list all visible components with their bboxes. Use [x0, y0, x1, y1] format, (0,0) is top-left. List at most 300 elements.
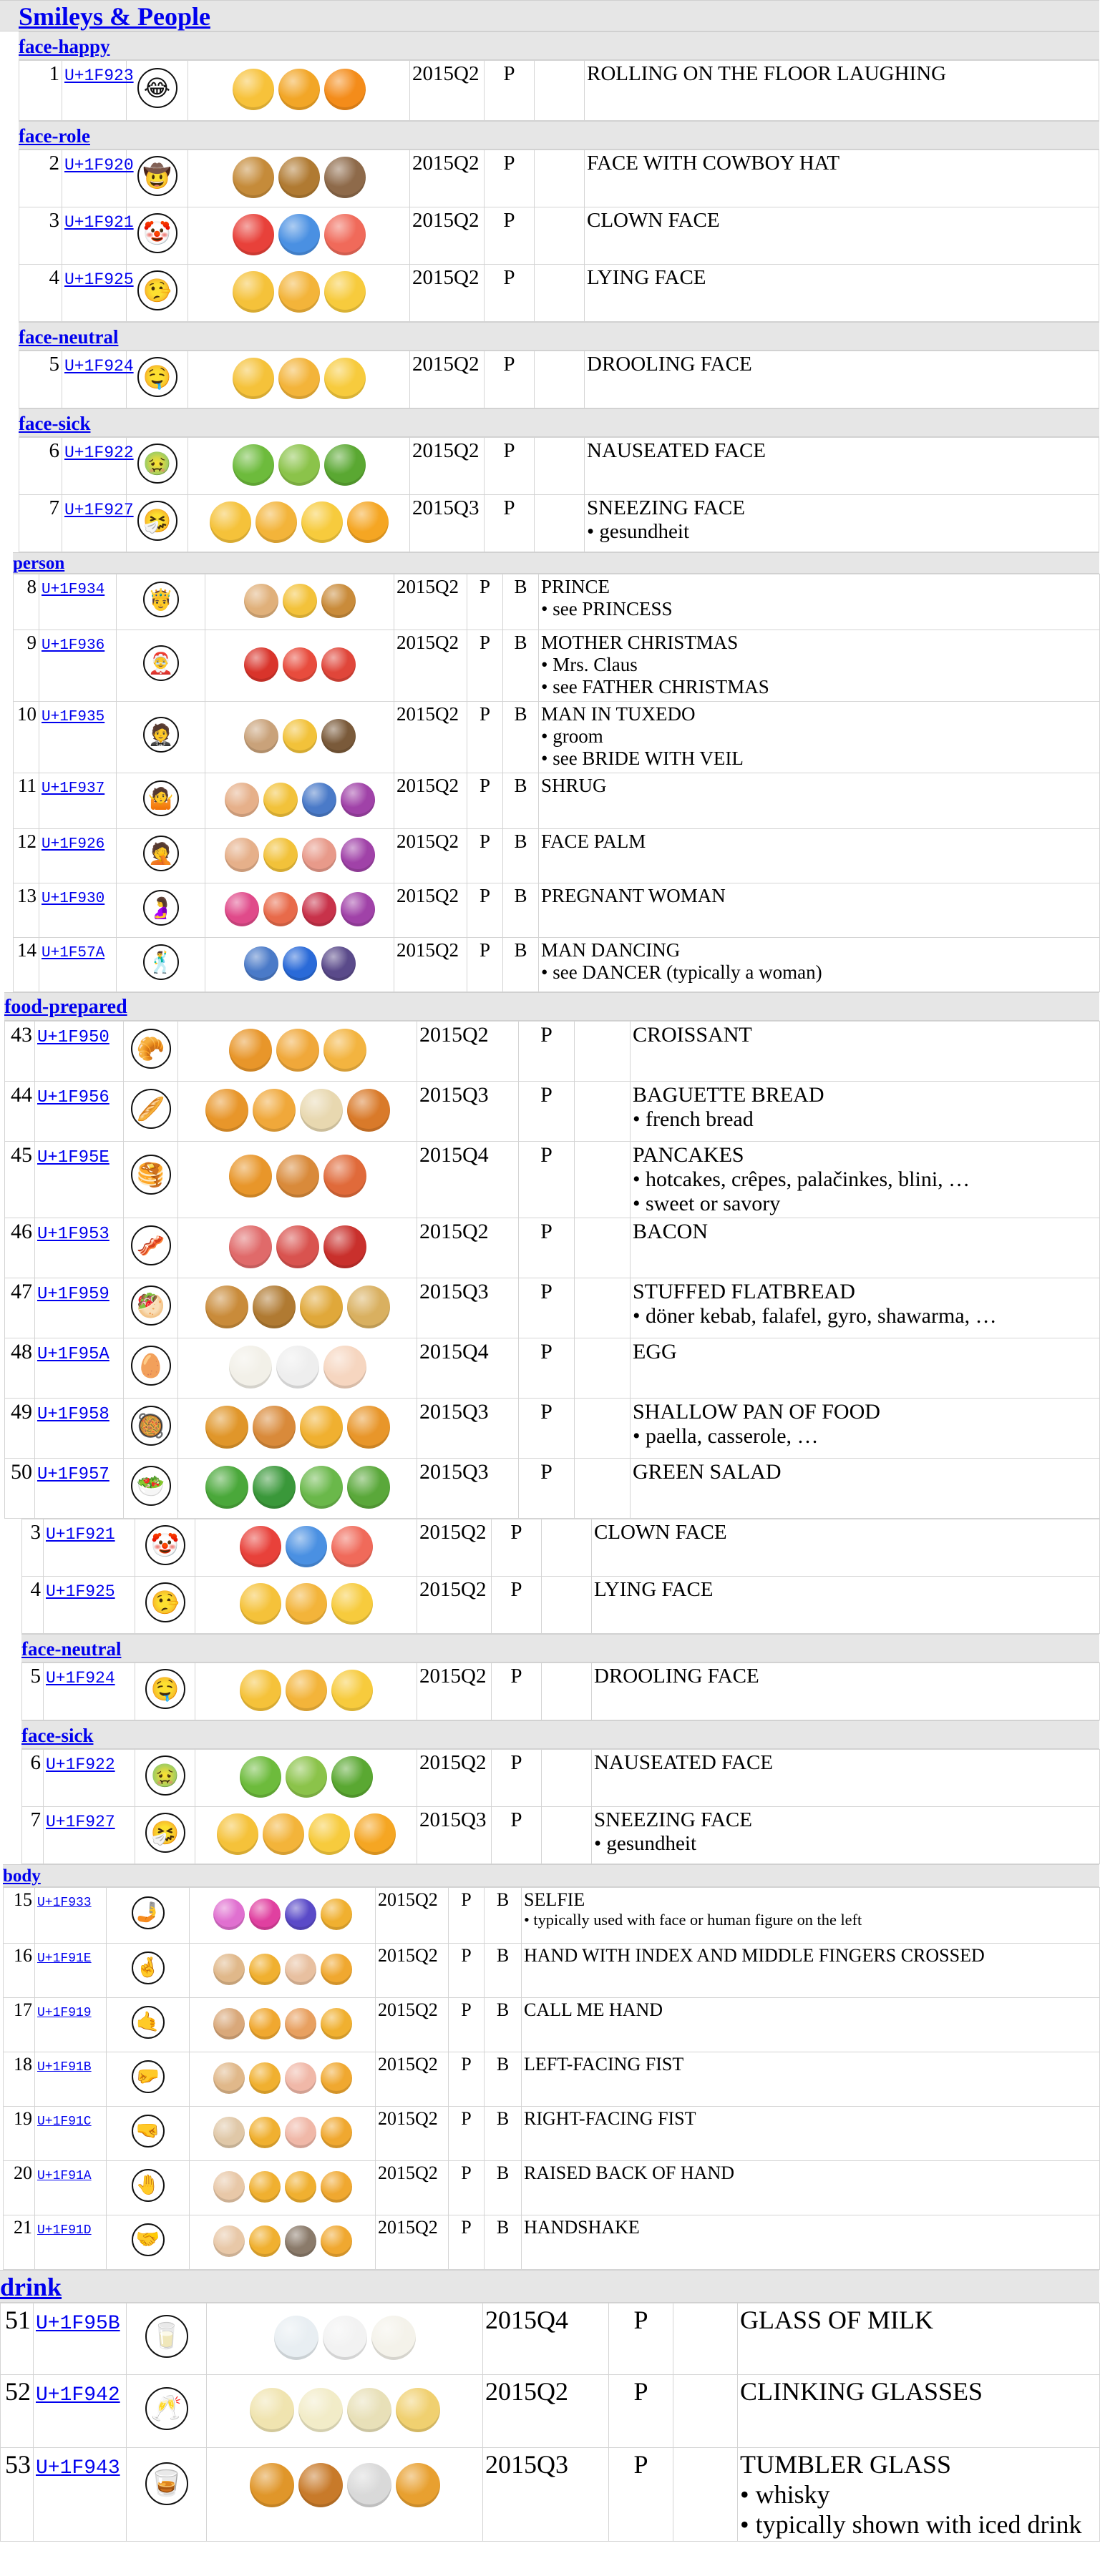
code-point-link[interactable]: U+1F91D	[37, 2223, 92, 2238]
name-cell	[585, 61, 1099, 121]
outline-emoji-icon: 🥗	[131, 1466, 171, 1506]
b-flag-cell: B	[503, 883, 539, 938]
name-cell	[585, 207, 1099, 265]
vendor-images-cell	[190, 2161, 376, 2215]
subcategory-header	[3, 1864, 1099, 1887]
name-cell	[592, 1577, 1100, 1634]
p-flag-cell: P	[519, 1278, 575, 1338]
name-cell	[539, 574, 1100, 630]
year-cell: 2015Q2	[376, 1944, 449, 1998]
subcategory-header	[21, 1634, 1099, 1662]
outline-emoji-icon: 🤦	[143, 836, 179, 871]
code-point-link[interactable]: U+1F924	[46, 1669, 115, 1688]
name-cell	[539, 773, 1100, 829]
year-cell: 2015Q2	[417, 1519, 492, 1577]
bw-glyph-cell	[127, 150, 188, 207]
code-point-link[interactable]: U+1F933	[37, 1896, 92, 1910]
p-flag-cell: P	[492, 1577, 542, 1634]
table-row	[4, 2161, 1100, 2215]
code-cell	[39, 883, 117, 938]
vendor-images-cell	[205, 630, 394, 702]
bw-glyph-cell	[124, 1338, 178, 1399]
vendor-images-cell	[178, 1082, 417, 1142]
outline-emoji-icon: 🥘	[131, 1406, 171, 1446]
vendor-images-cell	[195, 1577, 417, 1634]
row-number: 21	[4, 2215, 35, 2270]
table-row	[5, 1142, 1100, 1218]
outline-emoji-icon: 🤞	[132, 1951, 165, 1984]
vendor-emoji-icon	[283, 719, 317, 753]
vendor-emoji-icon	[253, 1285, 296, 1328]
outline-emoji-icon: 🤢	[137, 444, 177, 484]
vendor-images-cell	[205, 883, 394, 938]
name-cell	[539, 702, 1100, 773]
subcategory-link-face-sick[interactable]: face-sick	[19, 413, 91, 434]
code-point-link[interactable]: U+1F926	[42, 836, 105, 853]
b-flag-cell: B	[503, 702, 539, 773]
bw-glyph-cell	[135, 1577, 195, 1634]
b-flag-cell	[535, 495, 585, 552]
year-cell: 2015Q2	[417, 1663, 492, 1720]
table-row	[19, 61, 1099, 121]
bw-glyph-cell	[124, 1218, 178, 1278]
vendor-images-cell	[190, 2215, 376, 2270]
vendor-emoji-icon	[233, 358, 274, 399]
code-point-link[interactable]: U+1F958	[37, 1405, 109, 1424]
table-row	[19, 150, 1099, 207]
vendor-emoji-icon	[249, 2171, 281, 2203]
table-row	[19, 207, 1099, 265]
subcategory-link-face-sick[interactable]: face-sick	[21, 1725, 94, 1746]
category-link[interactable]: Smileys & People	[19, 2, 210, 31]
outline-emoji-icon: 🤡	[145, 1525, 185, 1565]
bw-glyph-cell	[127, 2448, 207, 2542]
vendor-images-cell	[207, 2375, 483, 2448]
outline-emoji-icon: 🤥	[145, 1582, 185, 1622]
year-cell: 2015Q3	[410, 495, 485, 552]
vendor-images-cell	[178, 1278, 417, 1338]
bw-glyph-cell	[124, 1399, 178, 1459]
vendor-emoji-icon	[286, 1526, 327, 1567]
vendor-emoji-icon	[213, 2225, 245, 2257]
year-cell: 2015Q2	[394, 938, 467, 992]
outline-emoji-icon: 🤝	[132, 2223, 165, 2256]
subcategory-link-face-neutral[interactable]: face-neutral	[21, 1638, 122, 1660]
code-point-link[interactable]: U+1F91B	[37, 2060, 92, 2075]
code-point-link[interactable]: U+1F936	[42, 637, 105, 654]
vendor-emoji-icon	[240, 1670, 281, 1711]
code-point-link[interactable]: U+1F922	[64, 444, 134, 462]
code-point-link[interactable]: U+1F942	[36, 2384, 120, 2406]
code-point-link[interactable]: U+1F923	[64, 67, 134, 85]
year-cell: 2015Q2	[394, 883, 467, 938]
vendor-emoji-icon	[331, 1526, 373, 1567]
code-point-link[interactable]: U+1F957	[37, 1465, 109, 1484]
p-flag-cell: P	[467, 574, 503, 630]
code-point-link[interactable]: U+1F919	[37, 2006, 92, 2020]
year-cell: 2015Q2	[394, 773, 467, 829]
name-cell	[631, 1142, 1100, 1218]
p-flag-cell: P	[485, 61, 535, 121]
vendor-emoji-icon	[278, 157, 320, 198]
outline-emoji-icon: 🥖	[131, 1089, 171, 1129]
vendor-emoji-icon	[253, 1466, 296, 1509]
code-point-link[interactable]: U+1F959	[37, 1285, 109, 1304]
emoji-table	[4, 1021, 1100, 1519]
year-cell: 2015Q2	[394, 574, 467, 630]
vendor-emoji-icon	[341, 892, 375, 926]
name-cell	[738, 2375, 1100, 2448]
vendor-emoji-icon	[213, 2008, 245, 2039]
name-cell	[522, 1998, 1100, 2052]
category-link[interactable]: drink	[0, 2273, 62, 2301]
code-point-link[interactable]: U+1F925	[64, 270, 134, 289]
emoji-name: STUFFED FLATBREAD	[633, 1280, 855, 1303]
outline-emoji-icon: 🥂	[145, 2387, 188, 2430]
name-cell	[631, 1218, 1100, 1278]
table-row	[1, 2448, 1100, 2542]
code-cell	[35, 2052, 107, 2107]
subcategory-header	[19, 322, 1099, 351]
emoji-name: HAND WITH INDEX AND MIDDLE FINGERS CROSSED	[524, 1945, 985, 1966]
subcategory-header	[19, 31, 1099, 60]
row-number: 43	[5, 1022, 35, 1082]
bw-glyph-cell	[107, 1888, 190, 1944]
vendor-images-cell	[190, 1944, 376, 1998]
b-flag-cell	[673, 2375, 738, 2448]
vendor-emoji-icon	[324, 157, 366, 198]
vendor-emoji-icon	[347, 2388, 391, 2432]
outline-emoji-icon: 🤥	[137, 270, 177, 310]
vendor-emoji-icon	[263, 892, 298, 926]
emoji-name: SNEEZING FACE	[587, 496, 745, 519]
vendor-emoji-icon	[233, 444, 274, 486]
subcategory-link-face-neutral[interactable]: face-neutral	[19, 326, 119, 348]
b-flag-cell	[673, 2303, 738, 2375]
annotation-note: • hotcakes, crêpes, palačinkes, blini, …	[633, 1167, 970, 1191]
code-point-link[interactable]: U+1F95B	[36, 2313, 120, 2335]
emoji-name: DROOLING FACE	[594, 1665, 759, 1688]
p-flag-cell: P	[492, 1519, 542, 1577]
code-point-link[interactable]: U+1F921	[46, 1525, 115, 1544]
vendor-emoji-icon	[213, 1954, 245, 1985]
name-cell	[738, 2303, 1100, 2375]
year-cell: 2015Q2	[376, 2107, 449, 2161]
p-flag-cell: P	[449, 1944, 485, 1998]
vendor-emoji-icon	[213, 2171, 245, 2203]
emoji-name: HANDSHAKE	[524, 2217, 640, 2238]
emoji-name: ROLLING ON THE FLOOR LAUGHING	[587, 62, 947, 85]
code-point-link[interactable]: U+1F953	[37, 1225, 109, 1244]
vendor-emoji-icon	[276, 1225, 319, 1268]
vendor-emoji-icon	[249, 2225, 281, 2257]
outline-emoji-icon: 🤜	[132, 2115, 165, 2148]
outline-emoji-icon: 🤧	[145, 1813, 185, 1853]
vendor-images-cell	[190, 2052, 376, 2107]
row-number: 3	[19, 207, 62, 265]
bw-glyph-cell	[127, 351, 188, 408]
code-point-link[interactable]: U+1F91E	[37, 1951, 92, 1966]
vendor-emoji-icon	[285, 1899, 316, 1930]
vendor-emoji-icon	[263, 838, 298, 872]
subcategory-link-food-prepared[interactable]: food-prepared	[4, 996, 127, 1018]
name-cell	[631, 1399, 1100, 1459]
code-point-link[interactable]: U+1F921	[64, 213, 134, 232]
code-cell	[62, 265, 134, 322]
name-cell	[585, 150, 1099, 207]
name-cell	[592, 1750, 1100, 1807]
code-cell	[44, 1519, 135, 1577]
code-point-link[interactable]: U+1F920	[64, 156, 134, 175]
vendor-emoji-icon	[276, 1029, 319, 1072]
code-point-link[interactable]: U+1F943	[36, 2457, 120, 2479]
b-flag-cell: B	[503, 938, 539, 992]
vendor-emoji-icon	[321, 719, 356, 753]
code-point-link[interactable]: U+1F927	[64, 501, 134, 519]
vendor-emoji-icon	[250, 2388, 294, 2432]
vendor-emoji-icon	[341, 838, 375, 872]
code-point-link[interactable]: U+1F922	[46, 1755, 115, 1774]
vendor-emoji-icon	[321, 2225, 352, 2257]
vendor-emoji-icon	[278, 358, 320, 399]
vendor-emoji-icon	[205, 1466, 248, 1509]
vendor-emoji-icon	[321, 2171, 352, 2203]
vendor-emoji-icon	[276, 1346, 319, 1389]
row-number: 1	[19, 61, 62, 121]
bw-glyph-cell	[117, 829, 205, 883]
name-cell	[539, 829, 1100, 883]
annotation-note: • groom	[541, 725, 603, 747]
vendor-emoji-icon	[213, 2117, 245, 2148]
name-cell	[522, 1888, 1100, 1944]
b-flag-cell	[575, 1278, 631, 1338]
vendor-emoji-icon	[278, 214, 320, 255]
code-cell	[62, 150, 134, 207]
p-flag-cell: P	[485, 265, 535, 322]
emoji-name: FACE PALM	[541, 831, 646, 852]
vendor-emoji-icon	[347, 2463, 391, 2507]
vendor-emoji-icon	[250, 2463, 294, 2507]
emoji-name: PANCAKES	[633, 1143, 744, 1167]
emoji-name: GREEN SALAD	[633, 1460, 782, 1484]
table-row	[5, 1082, 1100, 1142]
bw-glyph-cell	[107, 2052, 190, 2107]
emoji-name: CLOWN FACE	[587, 209, 720, 232]
vendor-emoji-icon	[249, 2062, 281, 2094]
vendor-emoji-icon	[285, 2171, 316, 2203]
row-number: 12	[14, 829, 39, 883]
year-cell: 2015Q2	[410, 438, 485, 495]
table-row	[14, 829, 1100, 883]
emoji-name: LEFT-FACING FIST	[524, 2054, 684, 2075]
vendor-emoji-icon	[324, 358, 366, 399]
bw-glyph-cell	[107, 2161, 190, 2215]
emoji-name: CLINKING GLASSES	[740, 2377, 983, 2406]
p-flag-cell: P	[519, 1399, 575, 1459]
row-number: 7	[22, 1807, 44, 1864]
table-row	[1, 2303, 1100, 2375]
section-sec5	[3, 1864, 1099, 2270]
bw-glyph-cell	[117, 938, 205, 992]
p-flag-cell: P	[485, 351, 535, 408]
b-flag-cell	[542, 1663, 592, 1720]
year-cell: 2015Q2	[394, 702, 467, 773]
vendor-emoji-icon	[331, 1756, 373, 1798]
vendor-emoji-icon	[244, 584, 278, 618]
bw-glyph-cell	[124, 1142, 178, 1218]
vendor-emoji-icon	[286, 1583, 327, 1625]
p-flag-cell: P	[467, 702, 503, 773]
table-row	[19, 438, 1099, 495]
outline-emoji-icon: 🤴	[143, 582, 179, 617]
table-row	[4, 2215, 1100, 2270]
vendor-emoji-icon	[298, 2463, 343, 2507]
vendor-images-cell	[195, 1663, 417, 1720]
subcategory-link-face-role[interactable]: face-role	[19, 125, 90, 147]
vendor-emoji-icon	[331, 1583, 373, 1625]
emoji-name: RAISED BACK OF HAND	[524, 2163, 734, 2183]
b-flag-cell	[575, 1082, 631, 1142]
vendor-emoji-icon	[213, 2062, 245, 2094]
vendor-emoji-icon	[300, 1466, 343, 1509]
p-flag-cell: P	[492, 1663, 542, 1720]
vendor-emoji-icon	[210, 501, 251, 543]
vendor-emoji-icon	[276, 1155, 319, 1198]
outline-emoji-icon: 🥚	[131, 1346, 171, 1386]
code-cell	[35, 1998, 107, 2052]
name-cell	[631, 1082, 1100, 1142]
vendor-emoji-icon	[233, 69, 274, 110]
emoji-name: MOTHER CHRISTMAS	[541, 632, 739, 653]
vendor-emoji-icon	[396, 2463, 440, 2507]
p-flag-cell: P	[449, 2215, 485, 2270]
vendor-emoji-icon	[285, 2008, 316, 2039]
vendor-emoji-icon	[301, 501, 343, 543]
section-sec3	[4, 992, 1099, 1519]
outline-emoji-icon: 🤢	[145, 1755, 185, 1796]
table-row	[22, 1807, 1100, 1864]
code-point-link[interactable]: U+1F91A	[37, 2169, 92, 2183]
annotation-note: • see FATHER CHRISTMAS	[541, 676, 769, 697]
b-flag-cell	[575, 1459, 631, 1519]
vendor-images-cell	[195, 1519, 417, 1577]
table-row	[22, 1663, 1100, 1720]
outline-emoji-icon: 🤷	[143, 780, 179, 816]
b-flag-cell	[535, 265, 585, 322]
b-flag-cell	[575, 1022, 631, 1082]
name-cell	[522, 2215, 1100, 2270]
row-number: 7	[19, 495, 62, 552]
vendor-emoji-icon	[244, 719, 278, 753]
p-flag-cell: P	[485, 438, 535, 495]
code-point-link[interactable]: U+1F95E	[37, 1148, 109, 1167]
annotation-note: • paella, casserole, …	[633, 1424, 819, 1448]
bw-glyph-cell	[107, 2107, 190, 2161]
year-cell: 2015Q2	[410, 207, 485, 265]
outline-emoji-icon: 🕺	[143, 944, 179, 980]
code-point-link[interactable]: U+1F950	[37, 1028, 109, 1047]
code-cell	[39, 829, 117, 883]
outline-emoji-icon: 🤵	[143, 717, 179, 753]
vendor-emoji-icon	[283, 584, 317, 618]
table-row	[5, 1218, 1100, 1278]
code-point-link[interactable]: U+1F935	[42, 709, 105, 725]
subcategory-header	[4, 992, 1099, 1021]
outline-emoji-icon: 🥓	[131, 1225, 171, 1265]
vendor-emoji-icon	[278, 69, 320, 110]
code-point-link[interactable]: U+1F937	[42, 780, 105, 797]
code-cell	[35, 1278, 124, 1338]
row-number: 52	[1, 2375, 34, 2448]
b-flag-cell: B	[503, 574, 539, 630]
emoji-table	[13, 574, 1100, 992]
code-point-link[interactable]: U+1F927	[46, 1813, 115, 1831]
b-flag-cell: B	[485, 1944, 522, 1998]
table-row	[14, 574, 1100, 630]
annotation-note: • see BRIDE WITH VEIL	[541, 748, 744, 769]
code-cell	[35, 1399, 124, 1459]
outline-emoji-icon: 🤰	[143, 890, 179, 926]
section-sec4	[21, 1519, 1099, 1864]
vendor-emoji-icon	[331, 1670, 373, 1711]
code-cell	[39, 702, 117, 773]
vendor-images-cell	[195, 1750, 417, 1807]
p-flag-cell: P	[449, 2107, 485, 2161]
vendor-images-cell	[188, 438, 410, 495]
row-number: 5	[22, 1663, 44, 1720]
annotation-note: • whisky	[740, 2480, 830, 2509]
code-point-link[interactable]: U+1F924	[64, 357, 134, 376]
code-point-link[interactable]: U+1F91C	[37, 2115, 92, 2129]
emoji-name: LYING FACE	[594, 1578, 714, 1601]
annotation-note: • gesundheit	[594, 1832, 697, 1855]
vendor-emoji-icon	[240, 1526, 281, 1567]
vendor-emoji-icon	[253, 1406, 296, 1449]
vendor-emoji-icon	[225, 783, 259, 817]
vendor-emoji-icon	[300, 1089, 343, 1132]
outline-emoji-icon: 🤡	[137, 213, 177, 253]
table-row	[22, 1750, 1100, 1807]
year-cell: 2015Q2	[376, 2052, 449, 2107]
emoji-table	[0, 2303, 1100, 2542]
subcategory-header	[13, 552, 1099, 574]
row-number: 17	[4, 1998, 35, 2052]
bw-glyph-cell	[135, 1663, 195, 1720]
code-cell	[62, 207, 134, 265]
code-point-link[interactable]: U+1F956	[37, 1088, 109, 1107]
outline-emoji-icon: 🤠	[137, 156, 177, 196]
subcategory-link-person[interactable]: person	[13, 554, 65, 573]
subcategory-link-body[interactable]: body	[3, 1866, 41, 1886]
name-cell	[592, 1663, 1100, 1720]
code-point-link[interactable]: U+1F95A	[37, 1345, 109, 1364]
code-point-link[interactable]: U+1F934	[42, 582, 105, 598]
code-cell	[35, 1022, 124, 1082]
subcategory-link-face-happy[interactable]: face-happy	[19, 36, 110, 57]
vendor-emoji-icon	[249, 2117, 281, 2148]
code-point-link[interactable]: U+1F57A	[42, 945, 105, 961]
code-cell	[35, 1459, 124, 1519]
table-row	[19, 495, 1099, 552]
row-number: 11	[14, 773, 39, 829]
code-point-link[interactable]: U+1F925	[46, 1582, 115, 1601]
year-cell: 2015Q2	[394, 630, 467, 702]
bw-glyph-cell	[117, 702, 205, 773]
code-point-link[interactable]: U+1F930	[42, 891, 105, 907]
row-number: 4	[19, 265, 62, 322]
bw-glyph-cell	[127, 2375, 207, 2448]
vendor-emoji-icon	[244, 946, 278, 981]
